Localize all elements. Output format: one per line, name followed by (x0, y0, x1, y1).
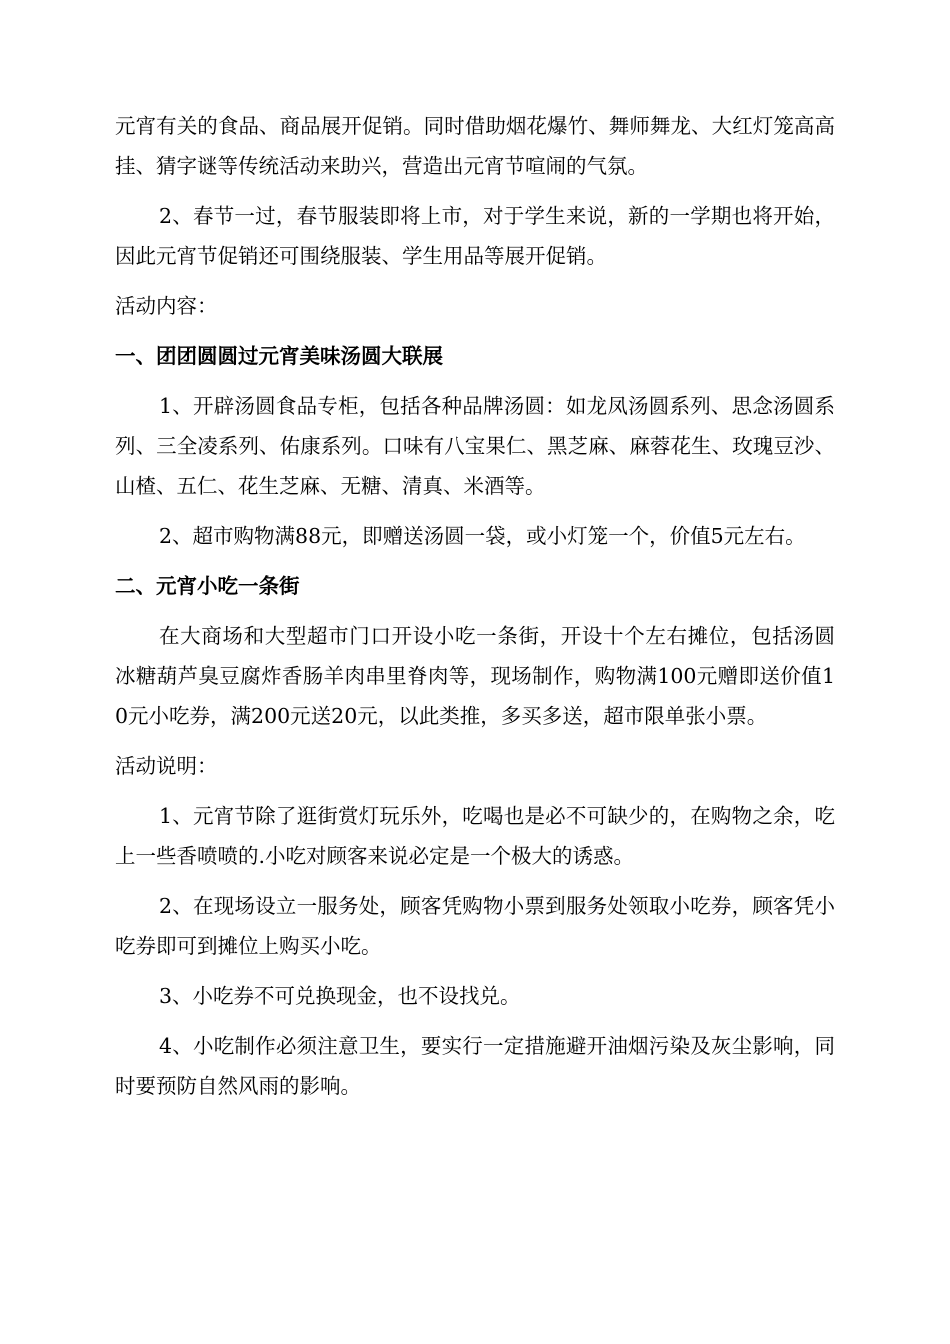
label-activity-notes: 活动说明： (115, 754, 218, 778)
paragraph-intro-continued: 元宵有关的食品、商品展开促销。同时借助烟花爆竹、舞师舞龙、大红灯笼高高挂、猜字谜等传统活动来助兴，营造出元宵节喧闹的气氛。 (115, 114, 835, 178)
paragraph-section1-item-1: 1、开辟汤圆食品专柜，包括各种品牌汤圆：如龙凤汤圆系列、思念汤圆系列、三全凌系列、佑康系列。口味有八宝果仁、黑芝麻、麻蓉花生、玫瑰豆沙、山楂、五仁、花生芝麻、无糖、清真、米酒等。 (115, 394, 835, 498)
paragraph-point-2-clothing: 2、春节一过，春节服装即将上市，对于学生来说，新的一学期也将开始，因此元宵节促销还可围绕服装、学生用品等展开促销。 (115, 204, 835, 268)
paragraph-section1-item-2: 2、超市购物满88元，即赠送汤圆一袋，或小灯笼一个，价值5元左右。 (159, 524, 806, 548)
section-heading-1: 一、团团圆圆过元宵美味汤圆大联展 (115, 344, 443, 368)
label-activity-content: 活动内容： (115, 294, 218, 318)
paragraph-section2-body: 在大商场和大型超市门口开设小吃一条街，开设十个左右摊位，包括汤圆冰糖葫芦臭豆腐炸香肠羊肉串里脊肉等，现场制作，购物满100元赠即送价值10元小吃券，满200元送20元，以此类推，多买多送，超市限单张小票。 (115, 624, 835, 728)
paragraph-note-1: 1、元宵节除了逛街赏灯玩乐外，吃喝也是必不可缺少的，在购物之余，吃上一些香喷喷的.小吃对顾客来说必定是一个极大的诱惑。 (115, 804, 835, 868)
document-page (115, 106, 835, 1116)
paragraph-note-4: 4、小吃制作必须注意卫生，要实行一定措施避开油烟污染及灰尘影响，同时要预防自然风雨的影响。 (115, 1034, 835, 1098)
section-heading-2: 二、元宵小吃一条街 (115, 574, 300, 598)
paragraph-note-2: 2、在现场设立一服务处，顾客凭购物小票到服务处领取小吃券，顾客凭小吃券即可到摊位上购买小吃。 (115, 894, 835, 958)
paragraph-note-3: 3、小吃券不可兑换现金，也不设找兑。 (159, 984, 521, 1008)
